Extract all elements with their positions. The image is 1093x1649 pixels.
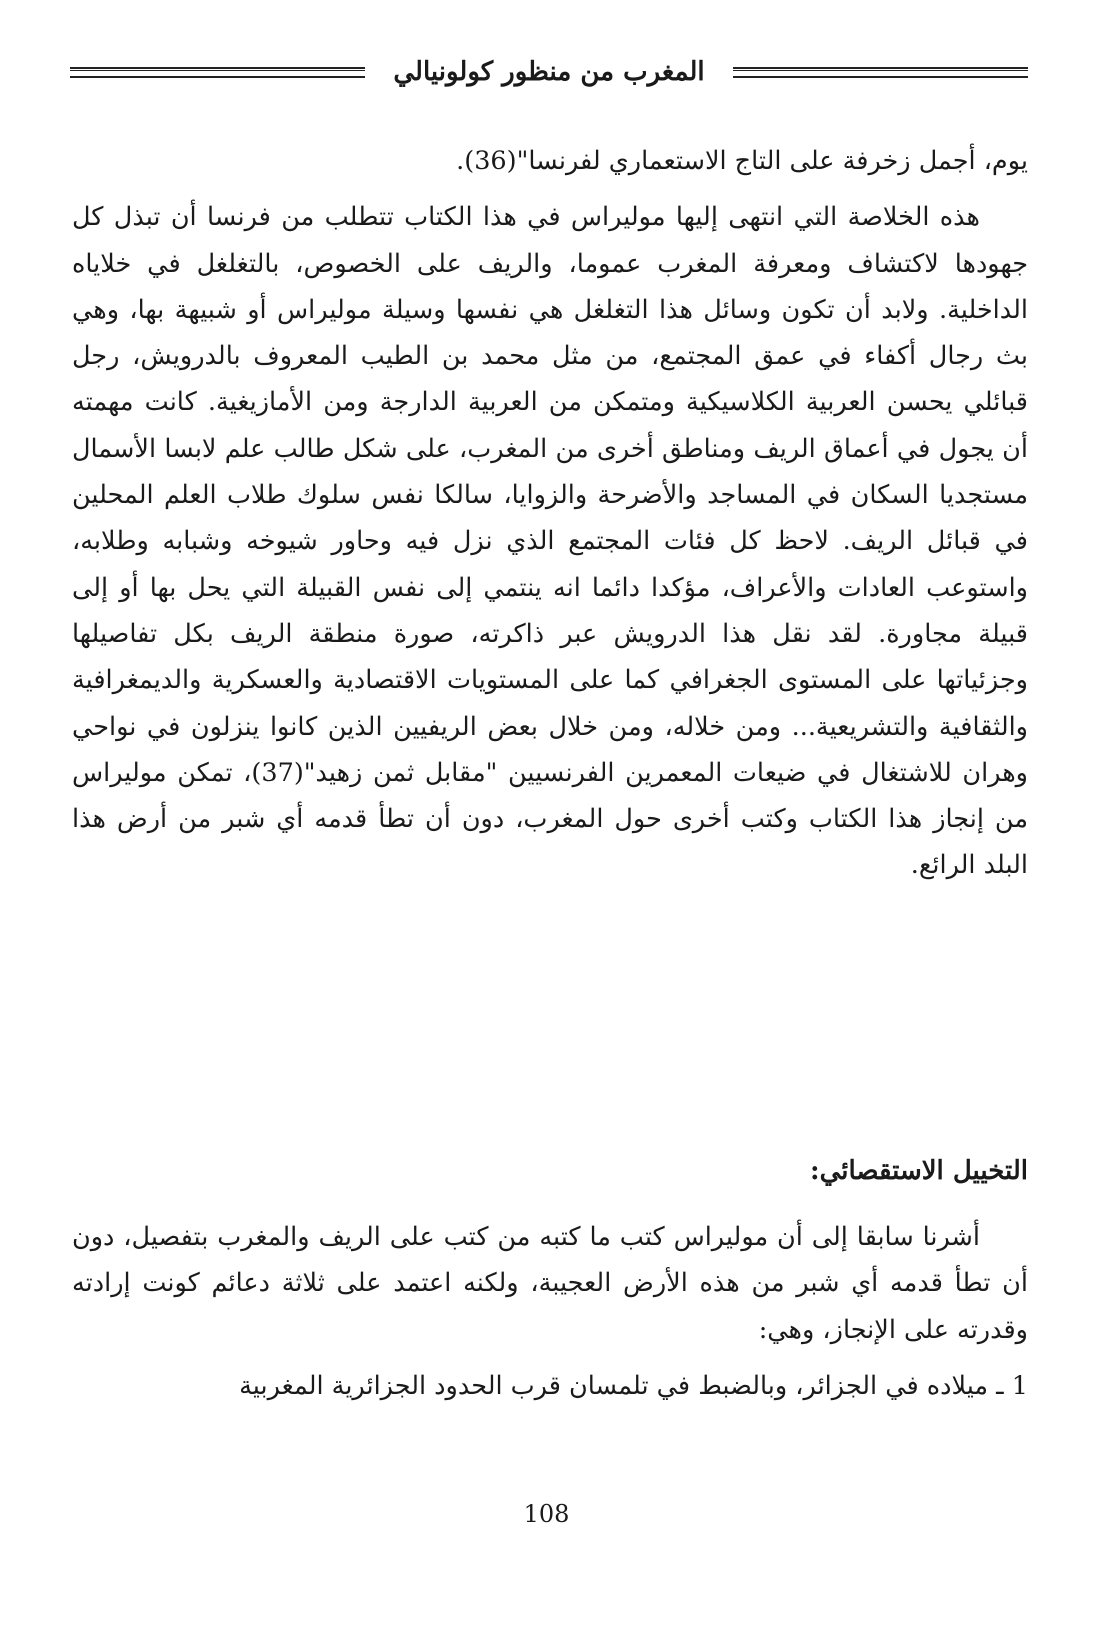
paragraph-conclusion: هذه الخلاصة التي انتهى إليها موليراس في هذا الكتاب تتطلب من فرنسا أن تبذل كل جهودها لاكتشاف ومعرفة المغرب عموما، والريف على الخصوص، بالتغلغل في خلاياه الداخلية. ولابد أن تكون وسائل هذا التغلغل هي نفسها وسيلة موليراس أو شبيهة بها، وهي بث رجال أكفاء في عمق المجتمع، من مثل محمد بن الطيب المعروف بالدرويش، رجل قبائلي يحسن العربية الكلاسيكية ومتمكن من العربية الدارجة ومن الأمازيغية. كانت مهمته أن يجول في أعماق الريف ومناطق أخرى من المغرب، على شكل طالب علم لابسا الأسمال مستجديا السكان في المساجد والأضرحة والزوايا، سالكا نفس سلوك طلاب العلم المحلين في قبائل الريف. لاحظ كل فئات المجتمع الذي نزل فيه وحاور شيوخه وشبابه وطلابه، واستوعب العادات والأعراف، مؤكدا دائما انه ينتمي إلى نفس القبيلة التي يحل بها أو إلى قبيلة مجاورة. لقد نقل هذا الدرويش عبر ذاكرته، صورة منطقة الريف بكل تفاصيلها وجزئياتها على المستوى الجغرافي كما على المستويات الاقتصادية والعسكرية والديمغرافية والثقافية والتشريعية... ومن خلاله، ومن خلال بعض الريفيين الذين كانوا ينزلون في نواحي وهران للاشتغال في ضيعات المعمرين الفرنسيين "مقابل ثمن زهيد"(37)، تمكن موليراس من إنجاز هذا الكتاب وكتب أخرى حول المغرب، دون أن تطأ قدمه أي شبر من أرض هذا البلد الرائع. — [72, 202, 1028, 881]
section-text — [72, 1214, 1028, 1419]
section-heading: التخييل الاستقصائي: — [809, 1156, 1028, 1186]
header-rule-left — [70, 67, 365, 78]
header-rule-right — [733, 67, 1028, 78]
main-text — [72, 138, 1028, 899]
page-number: 108 — [523, 1500, 570, 1528]
section-list-item-1: 1 ـ ميلاده في الجزائر، وبالضبط في تلمسان قرب الحدود الجزائرية المغربية — [239, 1370, 1028, 1401]
running-header — [70, 52, 1028, 92]
running-header-title: المغرب من منظور كولونيالي — [393, 57, 705, 87]
section-paragraph-intro: أشرنا سابقا إلى أن موليراس كتب ما كتبه من كتب على الريف والمغرب بتفصيل، دون أن تطأ قدمه أي شبر من هذه الأرض العجيبة، ولكنه اعتمد على ثلاثة دعائم كونت إرادته وقدرته على الإنجاز، وهي: — [72, 1222, 1028, 1345]
paragraph-continuation: يوم، أجمل زخرفة على التاج الاستعماري لفرنسا"(36). — [456, 146, 1028, 176]
